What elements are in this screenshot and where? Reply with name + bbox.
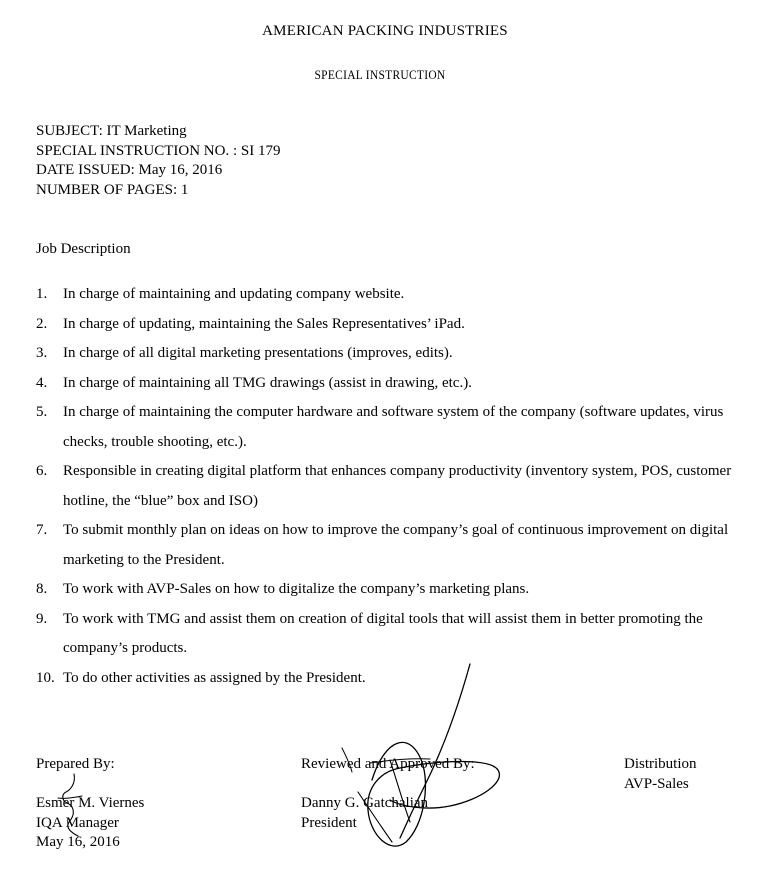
duty-item <box>36 398 736 457</box>
duty-item <box>36 369 736 399</box>
duty-item <box>36 605 736 664</box>
company-name: AMERICAN PACKING INDUSTRIES <box>262 23 508 39</box>
duty-number: 2. <box>36 315 48 332</box>
duty-item <box>36 457 736 516</box>
duty-text: To work with TMG and assist them on creation of digital tools that will assist them in better promoting the company’s products. <box>63 610 703 656</box>
reviewed-by-block <box>301 755 475 833</box>
prepared-by-label: Prepared By: <box>36 756 115 772</box>
duty-number: 6. <box>36 463 48 479</box>
duty-text: In charge of all digital marketing presentations (improves, edits). <box>63 345 453 361</box>
duty-item <box>36 516 736 575</box>
duty-text: To work with AVP-Sales on how to digitalize the company’s marketing plans. <box>63 581 530 597</box>
prepared-by-block <box>36 755 144 853</box>
distribution-block <box>624 755 697 794</box>
duty-text: In charge of maintaining the computer hardware and software system of the company (software updates, virus checks, trouble shooting, etc.). <box>63 404 724 450</box>
duty-number: 5. <box>36 404 48 420</box>
duty-number: 9. <box>36 610 48 627</box>
duty-number: 7. <box>36 522 48 538</box>
duty-number: 8. <box>36 581 48 597</box>
document-metadata <box>36 122 280 200</box>
distribution-label: Distribution <box>624 756 697 772</box>
duty-number: 4. <box>36 374 48 391</box>
prepared-date: May 16, 2016 <box>36 834 120 850</box>
duty-text: In charge of maintaining and updating company website. <box>63 286 405 302</box>
duty-text: Responsible in creating digital platform that enhances company productivity (inventory system, POS, customer hotline, the “blue” box and ISO) <box>63 463 732 509</box>
reviewed-by-label: Reviewed and Approved By: <box>301 756 475 772</box>
duty-text: To submit monthly plan on ideas on how to improve the company’s goal of continuous improvement on digital marketing to the President. <box>63 522 729 568</box>
duty-item <box>36 664 736 694</box>
reviewer-title: President <box>301 814 357 831</box>
reviewer-name: Danny G. Gatchalian <box>301 795 429 811</box>
date-issued: DATE ISSUED: May 16, 2016 <box>36 162 223 178</box>
duty-number: 3. <box>36 345 48 361</box>
distribution-recipient: AVP-Sales <box>624 775 689 792</box>
duty-text: In charge of maintaining all TMG drawings (assist in drawing, etc.). <box>63 374 472 391</box>
number-of-pages: NUMBER OF PAGES: 1 <box>36 181 189 198</box>
instruction-number: SPECIAL INSTRUCTION NO. : SI 179 <box>36 142 281 159</box>
job-description-heading: Job Description <box>36 241 131 257</box>
duty-number: 10. <box>36 669 55 686</box>
subject-line: SUBJECT: IT Marketing <box>36 123 187 139</box>
duty-item <box>36 280 736 310</box>
duty-item <box>36 310 736 340</box>
duty-text: To do other activities as assigned by the President. <box>63 669 366 686</box>
document-type: SPECIAL INSTRUCTION <box>314 68 446 82</box>
duties-list <box>36 280 736 693</box>
duty-text: In charge of updating, maintaining the Sales Representatives’ iPad. <box>63 315 465 332</box>
duty-number: 1. <box>36 286 48 302</box>
preparer-name: Esmer M. Viernes <box>36 795 145 811</box>
duty-item <box>36 339 736 369</box>
preparer-title: IQA Manager <box>36 814 119 831</box>
duty-item <box>36 575 736 605</box>
